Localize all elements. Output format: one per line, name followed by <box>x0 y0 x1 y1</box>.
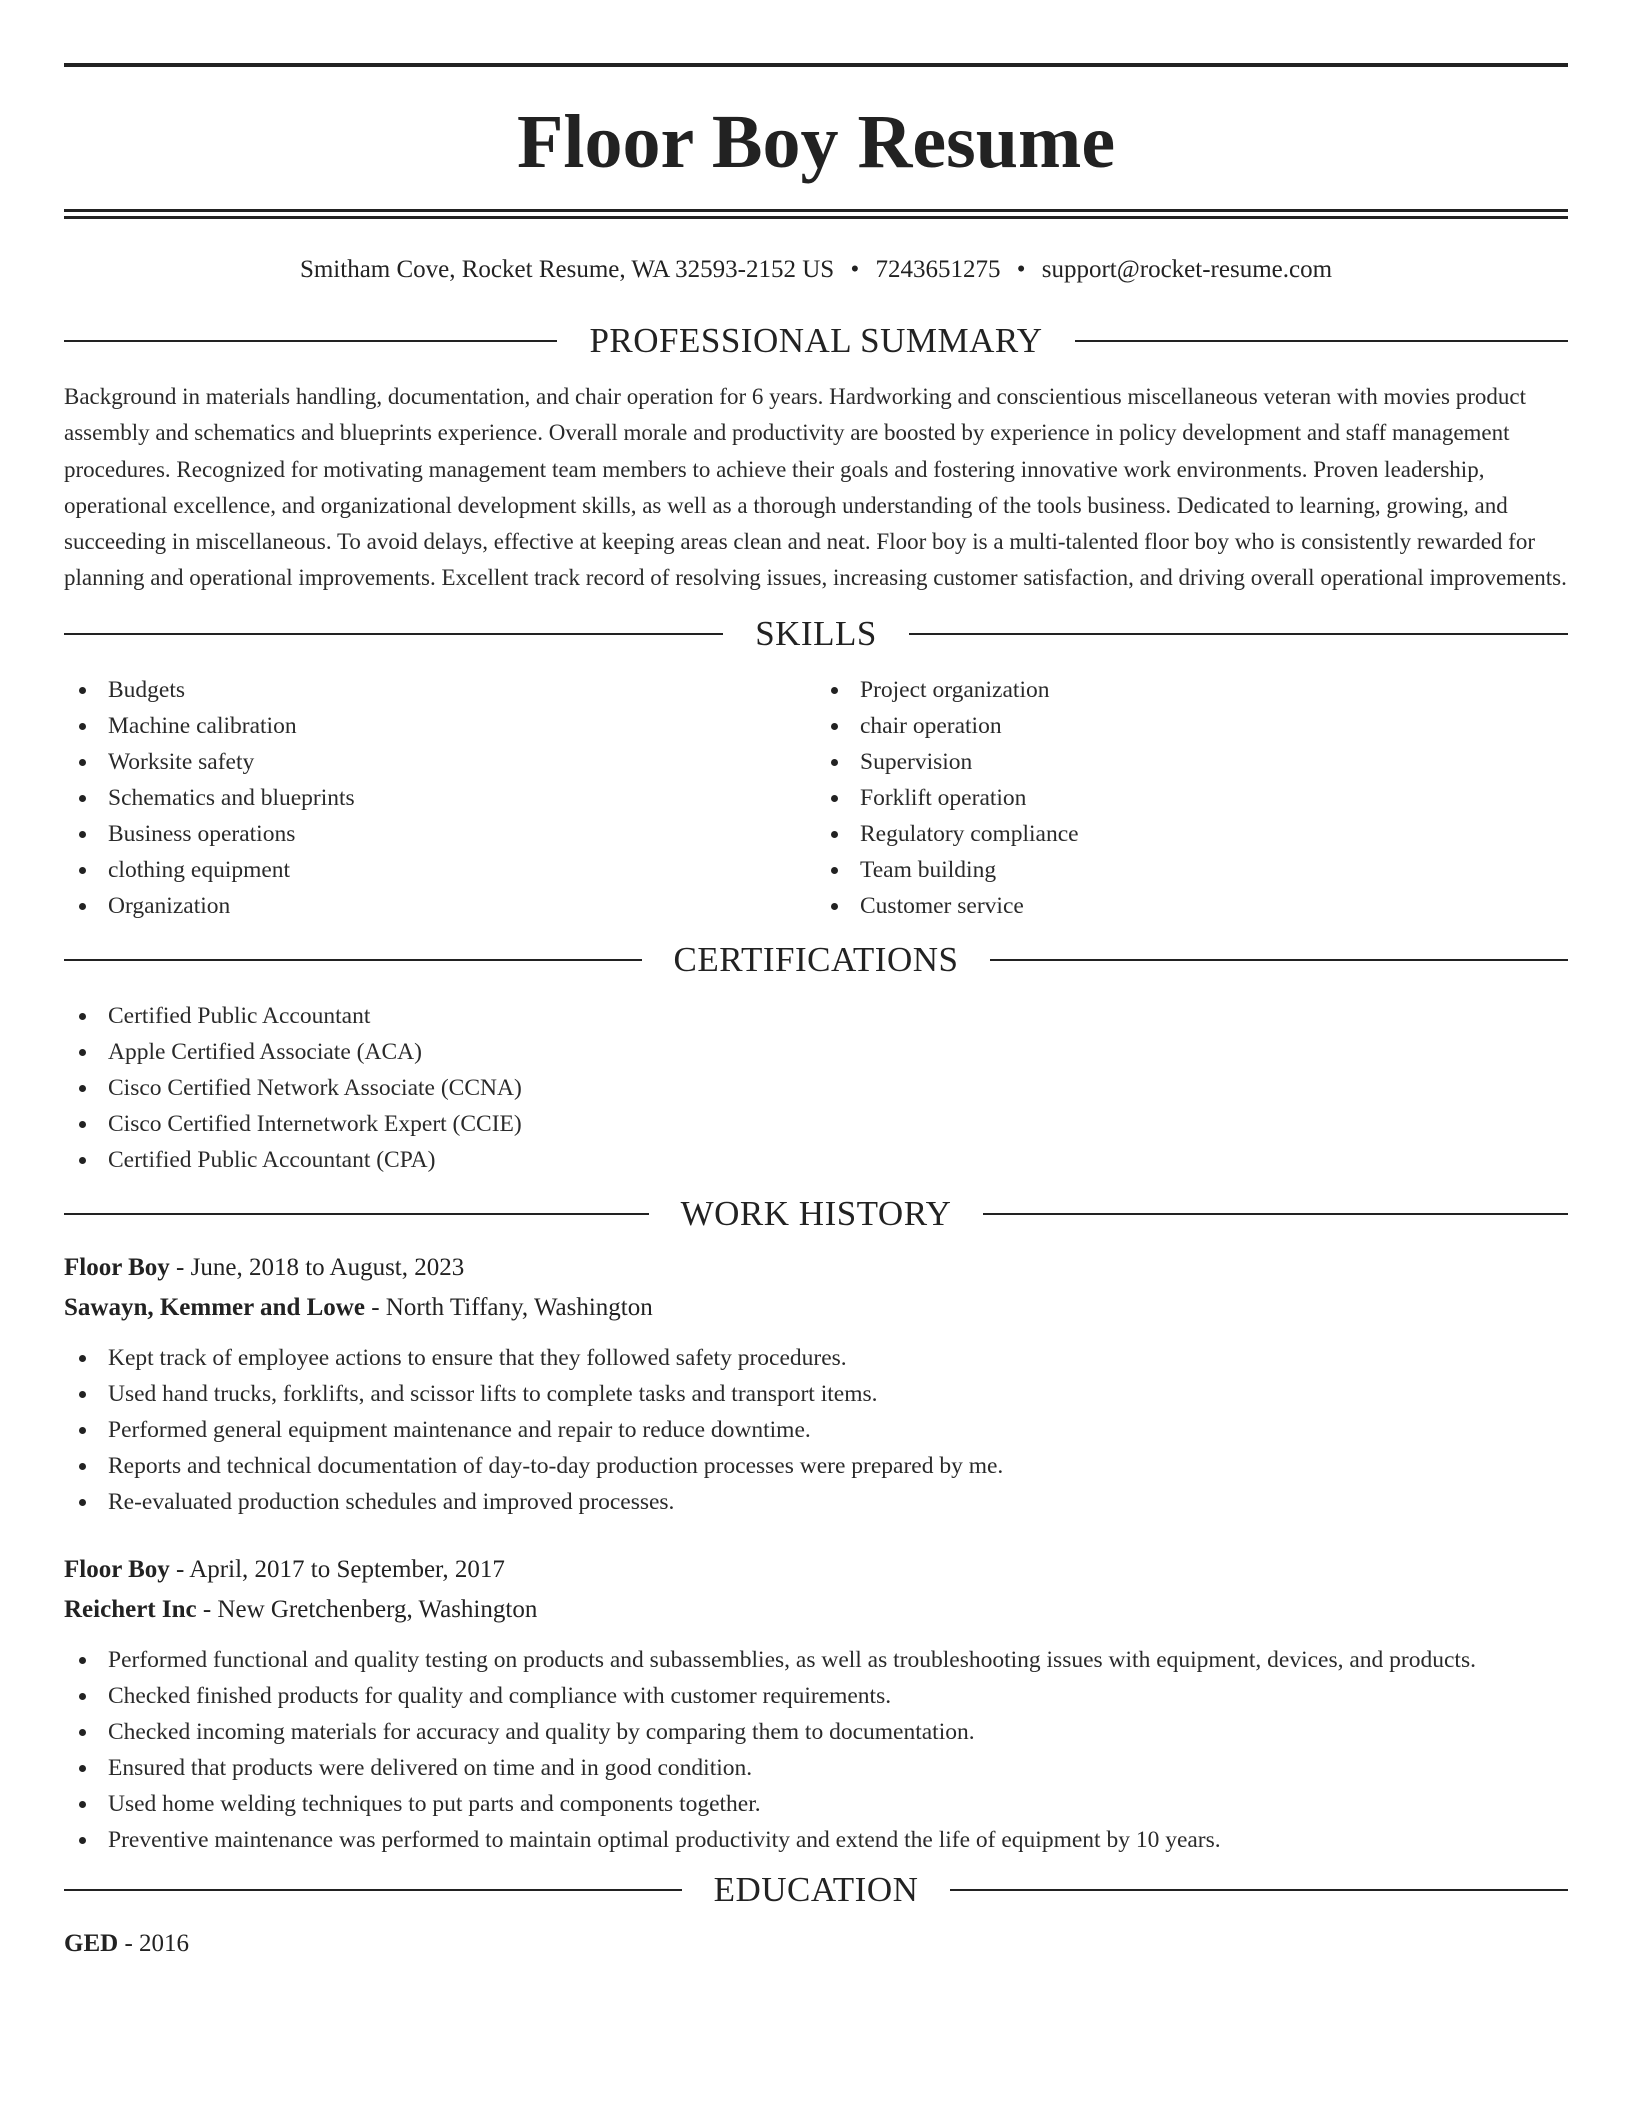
skills-column-right <box>816 672 1568 924</box>
job-bullet: Used hand trucks, forklifts, and scissor lifts to complete tasks and transport items. <box>64 1376 1568 1412</box>
heading-rule <box>983 1213 1568 1215</box>
job-entry <box>64 1550 1568 1858</box>
heading-rule <box>64 633 723 635</box>
certification-item: Cisco Certified Internetwork Expert (CCIE) <box>64 1106 1568 1142</box>
job-bullet: Preventive maintenance was performed to maintain optimal productivity and extend the life of equipment by 10 years. <box>64 1822 1568 1858</box>
heading-rule <box>909 633 1568 635</box>
job-bullets <box>64 1340 1568 1520</box>
contact-separator: • <box>850 256 860 283</box>
job-company-line: Reichert Inc - New Gretchenberg, Washington <box>64 1595 538 1623</box>
education-year: 2016 <box>139 1929 190 1957</box>
job-dates: June, 2018 to August, 2023 <box>190 1253 465 1281</box>
skill-item: Team building <box>816 852 1568 888</box>
job-bullet: Kept track of employee actions to ensure that they followed safety procedures. <box>64 1340 1568 1376</box>
contact-email: support@rocket-resume.com <box>1041 256 1333 283</box>
job-title: Floor Boy <box>64 1555 170 1583</box>
heading-rule <box>64 340 557 342</box>
section-heading-certifications <box>64 938 1568 982</box>
heading-rule <box>64 1213 649 1215</box>
section-heading-skills <box>64 612 1568 656</box>
skill-item: Worksite safety <box>64 744 816 780</box>
job-location: New Gretchenberg, Washington <box>217 1595 538 1623</box>
job-entry <box>64 1248 1568 1520</box>
job-location: North Tiffany, Washington <box>385 1293 653 1321</box>
heading-rule <box>990 959 1568 961</box>
contact-address: Smitham Cove, Rocket Resume, WA 32593-2152 US <box>299 256 835 283</box>
section-title: WORK HISTORY <box>680 1193 952 1233</box>
job-company-line: Sawayn, Kemmer and Lowe - North Tiffany, Washington <box>64 1293 653 1321</box>
job-company: Sawayn, Kemmer and Lowe <box>64 1293 365 1321</box>
skill-item: Project organization <box>816 672 1568 708</box>
contact-separator: • <box>1016 256 1026 283</box>
section-heading-education <box>64 1868 1568 1912</box>
summary-text: Background in materials handling, documentation, and chair operation for 6 years. Hardworking and conscientious miscellaneous veteran with movies product assembly and schematics and blueprints experience. Overall morale and productivity are boosted by experience in policy development and staff management procedures. Recognized for motivating management team members to achieve their goals and fostering innovative work environments. Proven leadership, operational excellence, and organizational development skills, as well as a thorough understanding of the tools business. Dedicated to learning, growing, and succeeding in miscellaneous. To avoid delays, effective at keeping areas clean and neat. Floor boy is a multi-talented floor boy who is consistently rewarded for planning and operational improvements. Excellent track record of resolving issues, increasing customer satisfaction, and driving overall operational improvements. <box>64 384 1567 591</box>
certification-item: Certified Public Accountant (CPA) <box>64 1142 1568 1178</box>
job-bullet: Performed general equipment maintenance and repair to reduce downtime. <box>64 1412 1568 1448</box>
job-bullet: Checked incoming materials for accuracy and quality by comparing them to documentation. <box>64 1714 1568 1750</box>
job-title-line: Floor Boy - April, 2017 to September, 2017 <box>64 1555 505 1583</box>
job-bullet: Performed functional and quality testing on products and subassemblies, as well as troubleshooting issues with equipment, devices, and products. <box>64 1642 1568 1678</box>
job-bullet: Ensured that products were delivered on time and in good condition. <box>64 1750 1568 1786</box>
title-double-rule <box>64 209 1568 219</box>
skill-item: Business operations <box>64 816 816 852</box>
resume-title: Floor Boy Resume <box>516 100 1116 184</box>
section-title: EDUCATION <box>713 1869 919 1909</box>
skill-item: Schematics and blueprints <box>64 780 816 816</box>
skill-item: Budgets <box>64 672 816 708</box>
job-title-line: Floor Boy - June, 2018 to August, 2023 <box>64 1253 465 1281</box>
skill-item: clothing equipment <box>64 852 816 888</box>
skills-grid <box>64 672 1568 924</box>
skill-item: Machine calibration <box>64 708 816 744</box>
heading-rule <box>64 1889 682 1891</box>
skill-item: Organization <box>64 888 816 924</box>
education-entry: GED - 2016 <box>64 1929 190 1957</box>
contact-phone: 7243651275 <box>875 256 1001 283</box>
section-title: SKILLS <box>755 613 877 653</box>
job-bullet: Used home welding techniques to put parts and components together. <box>64 1786 1568 1822</box>
skills-column-left <box>64 672 816 924</box>
heading-rule <box>1075 340 1568 342</box>
skill-item: Supervision <box>816 744 1568 780</box>
section-title: CERTIFICATIONS <box>673 939 959 979</box>
job-bullet: Re-evaluated production schedules and improved processes. <box>64 1484 1568 1520</box>
job-title: Floor Boy <box>64 1253 170 1281</box>
section-title: PROFESSIONAL SUMMARY <box>589 321 1043 360</box>
job-bullet: Reports and technical documentation of day-to-day production processes were prepared by me. <box>64 1448 1568 1484</box>
job-bullet: Checked finished products for quality and compliance with customer requirements. <box>64 1678 1568 1714</box>
heading-rule <box>64 959 642 961</box>
job-dates: April, 2017 to September, 2017 <box>189 1555 505 1583</box>
job-company: Reichert Inc <box>64 1595 197 1623</box>
skill-item: Forklift operation <box>816 780 1568 816</box>
education-degree: GED <box>64 1929 119 1957</box>
certification-item: Cisco Certified Network Associate (CCNA) <box>64 1070 1568 1106</box>
certification-item: Certified Public Accountant <box>64 998 1568 1034</box>
skill-item: Customer service <box>816 888 1568 924</box>
heading-rule <box>950 1889 1568 1891</box>
certifications-list <box>64 998 1568 1178</box>
job-bullets <box>64 1642 1568 1858</box>
certification-item: Apple Certified Associate (ACA) <box>64 1034 1568 1070</box>
skill-item: Regulatory compliance <box>816 816 1568 852</box>
section-heading-work-history <box>64 1192 1568 1236</box>
contact-line <box>64 255 1568 285</box>
section-heading-summary <box>64 319 1568 363</box>
skill-item: chair operation <box>816 708 1568 744</box>
